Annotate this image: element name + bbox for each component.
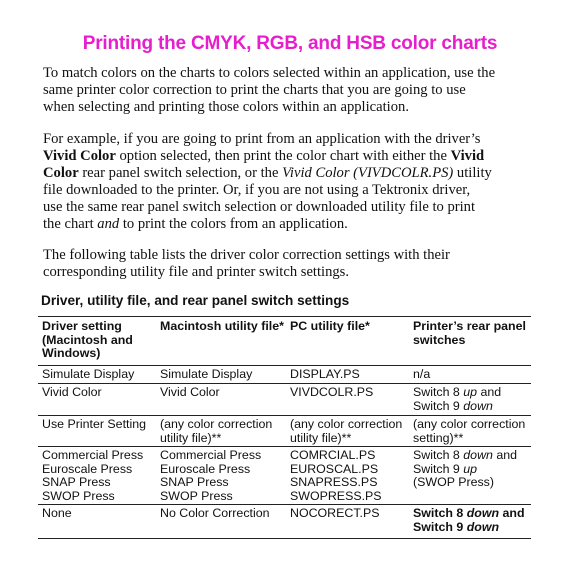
table-rule	[38, 504, 531, 505]
text-run: and	[492, 448, 518, 462]
italic-text: up	[463, 385, 478, 399]
text-run: option selected, then print the color chart with either the	[115, 148, 451, 164]
text-run: Switch 9	[413, 519, 467, 534]
table-rule	[38, 415, 531, 416]
italic-text: up	[463, 461, 478, 476]
emphasis-text: Color	[43, 165, 79, 181]
text-line	[43, 148, 523, 165]
switch-line	[413, 449, 517, 463]
text-run: Switch 8	[413, 506, 467, 520]
table-cell-switch	[413, 418, 525, 445]
table-cell-driver	[42, 449, 143, 503]
header-line: Printer’s rear panel	[413, 319, 526, 333]
intro-paragraph	[43, 65, 523, 116]
cell-line: SWOP Press	[42, 488, 115, 503]
header-driver-setting	[42, 320, 133, 361]
text-run: and	[477, 385, 502, 399]
cell-line: COMRCIAL.PS	[290, 448, 376, 462]
italic-text: down	[463, 448, 493, 462]
table-cell-mac	[160, 418, 272, 445]
switch-line	[413, 521, 525, 535]
text-run: to print the colors from an application.	[119, 216, 348, 232]
text-run: rear panel switch selection, or the	[78, 165, 283, 181]
cell-line: (any color correction	[413, 417, 526, 431]
text-line: file downloaded to the printer. Or, if you are not using a Tektronix driver,	[43, 182, 471, 198]
emphasis-text: Vivid Color	[43, 148, 116, 164]
text-run: utility	[453, 165, 492, 181]
cell-line: SNAPRESS.PS	[290, 475, 378, 490]
header-line: (Macintosh and	[42, 332, 133, 347]
header-line: switches	[413, 332, 466, 347]
italic-text: down	[463, 398, 493, 413]
text-line	[43, 165, 523, 182]
switch-line	[413, 463, 517, 477]
cell-line: Euroscale Press	[42, 461, 133, 476]
switch-line: (SWOP Press)	[413, 475, 495, 490]
emphasis-text: Vivid	[450, 148, 485, 164]
table-cell-pc	[290, 449, 382, 503]
cell-line: Euroscale Press	[160, 461, 251, 476]
text-run: Switch 9	[413, 461, 464, 476]
table-rule	[38, 446, 531, 447]
switch-line	[413, 507, 525, 521]
example-paragraph	[43, 131, 523, 233]
table-cell-switch	[413, 386, 501, 413]
header-line: Windows)	[42, 346, 101, 361]
text-line: when selecting and printing those colors within an application.	[43, 99, 409, 115]
table-cell-mac	[160, 449, 261, 503]
cell-line: (any color correction	[160, 417, 273, 431]
page-title: Printing the CMYK, RGB, and HSB color charts	[82, 33, 498, 54]
cell-line: utility file)**	[290, 430, 352, 445]
table-cell-pc: NOCORECT.PS	[290, 506, 380, 520]
cell-line: SWOPRESS.PS	[290, 488, 382, 503]
italic-text: and	[97, 216, 120, 232]
italic-text: down	[466, 506, 500, 520]
cell-line: (any color correction	[290, 417, 403, 431]
text-line: use the same rear panel switch selection or downloaded utility file to print	[43, 199, 476, 215]
cell-line: SNAP Press	[42, 475, 111, 490]
table-intro-paragraph	[43, 247, 523, 281]
table-cell-switch	[413, 507, 525, 534]
cell-line: setting)**	[413, 430, 464, 445]
text-line: corresponding utility file and printer switch settings.	[43, 264, 350, 280]
table-cell-switch	[413, 449, 517, 490]
text-run: Switch 9	[413, 398, 464, 413]
text-line: To match colors on the charts to colors selected within an application, use the	[43, 65, 496, 81]
cell-line: utility file)**	[160, 430, 222, 445]
table-cell-pc: VIVDCOLR.PS	[290, 385, 374, 399]
italic-text: down	[466, 519, 500, 534]
table-cell-driver: Simulate Display	[42, 367, 135, 381]
switch-line	[413, 400, 501, 414]
text-run: Switch 8	[413, 448, 464, 462]
header-mac-utility: Macintosh utility file*	[160, 319, 284, 333]
table-cell-driver: Vivid Color	[42, 385, 102, 399]
cell-line: Commercial Press	[42, 448, 144, 462]
cell-line: EUROSCAL.PS	[290, 461, 379, 476]
text-line: For example, if you are going to print from an application with the driver’s	[43, 131, 481, 147]
text-line: same printer color correction to print the charts that you are going to use	[43, 82, 466, 98]
text-line: The following table lists the driver color correction settings with their	[43, 247, 450, 263]
table-cell-driver: None	[42, 506, 72, 520]
header-switches	[413, 320, 526, 347]
cell-line: SWOP Press	[160, 488, 233, 503]
cell-line: Commercial Press	[160, 448, 262, 462]
table-rule	[38, 316, 531, 317]
text-run: the chart	[43, 216, 98, 232]
table-rule	[38, 365, 531, 366]
table-cell-pc	[290, 418, 402, 445]
table-rule	[38, 383, 531, 384]
switch-line	[413, 386, 501, 400]
table-cell-switch: n/a	[413, 367, 431, 381]
table-cell-pc: DISPLAY.PS	[290, 367, 360, 381]
table-rule	[38, 538, 531, 539]
table-cell-mac: Vivid Color	[160, 385, 220, 399]
table-cell-driver: Use Printer Setting	[42, 417, 146, 431]
header-line: Driver setting	[42, 319, 122, 333]
italic-text: Vivid Color (VIVDCOLR.PS)	[282, 165, 454, 181]
text-line	[43, 216, 523, 233]
table-cell-mac: No Color Correction	[160, 506, 270, 520]
header-pc-utility: PC utility file*	[290, 319, 370, 333]
table-cell-mac: Simulate Display	[160, 367, 253, 381]
cell-line: SNAP Press	[160, 475, 229, 490]
text-run: and	[499, 506, 525, 520]
section-heading: Driver, utility file, and rear panel switch settings	[41, 293, 350, 308]
text-run: Switch 8	[413, 385, 464, 399]
